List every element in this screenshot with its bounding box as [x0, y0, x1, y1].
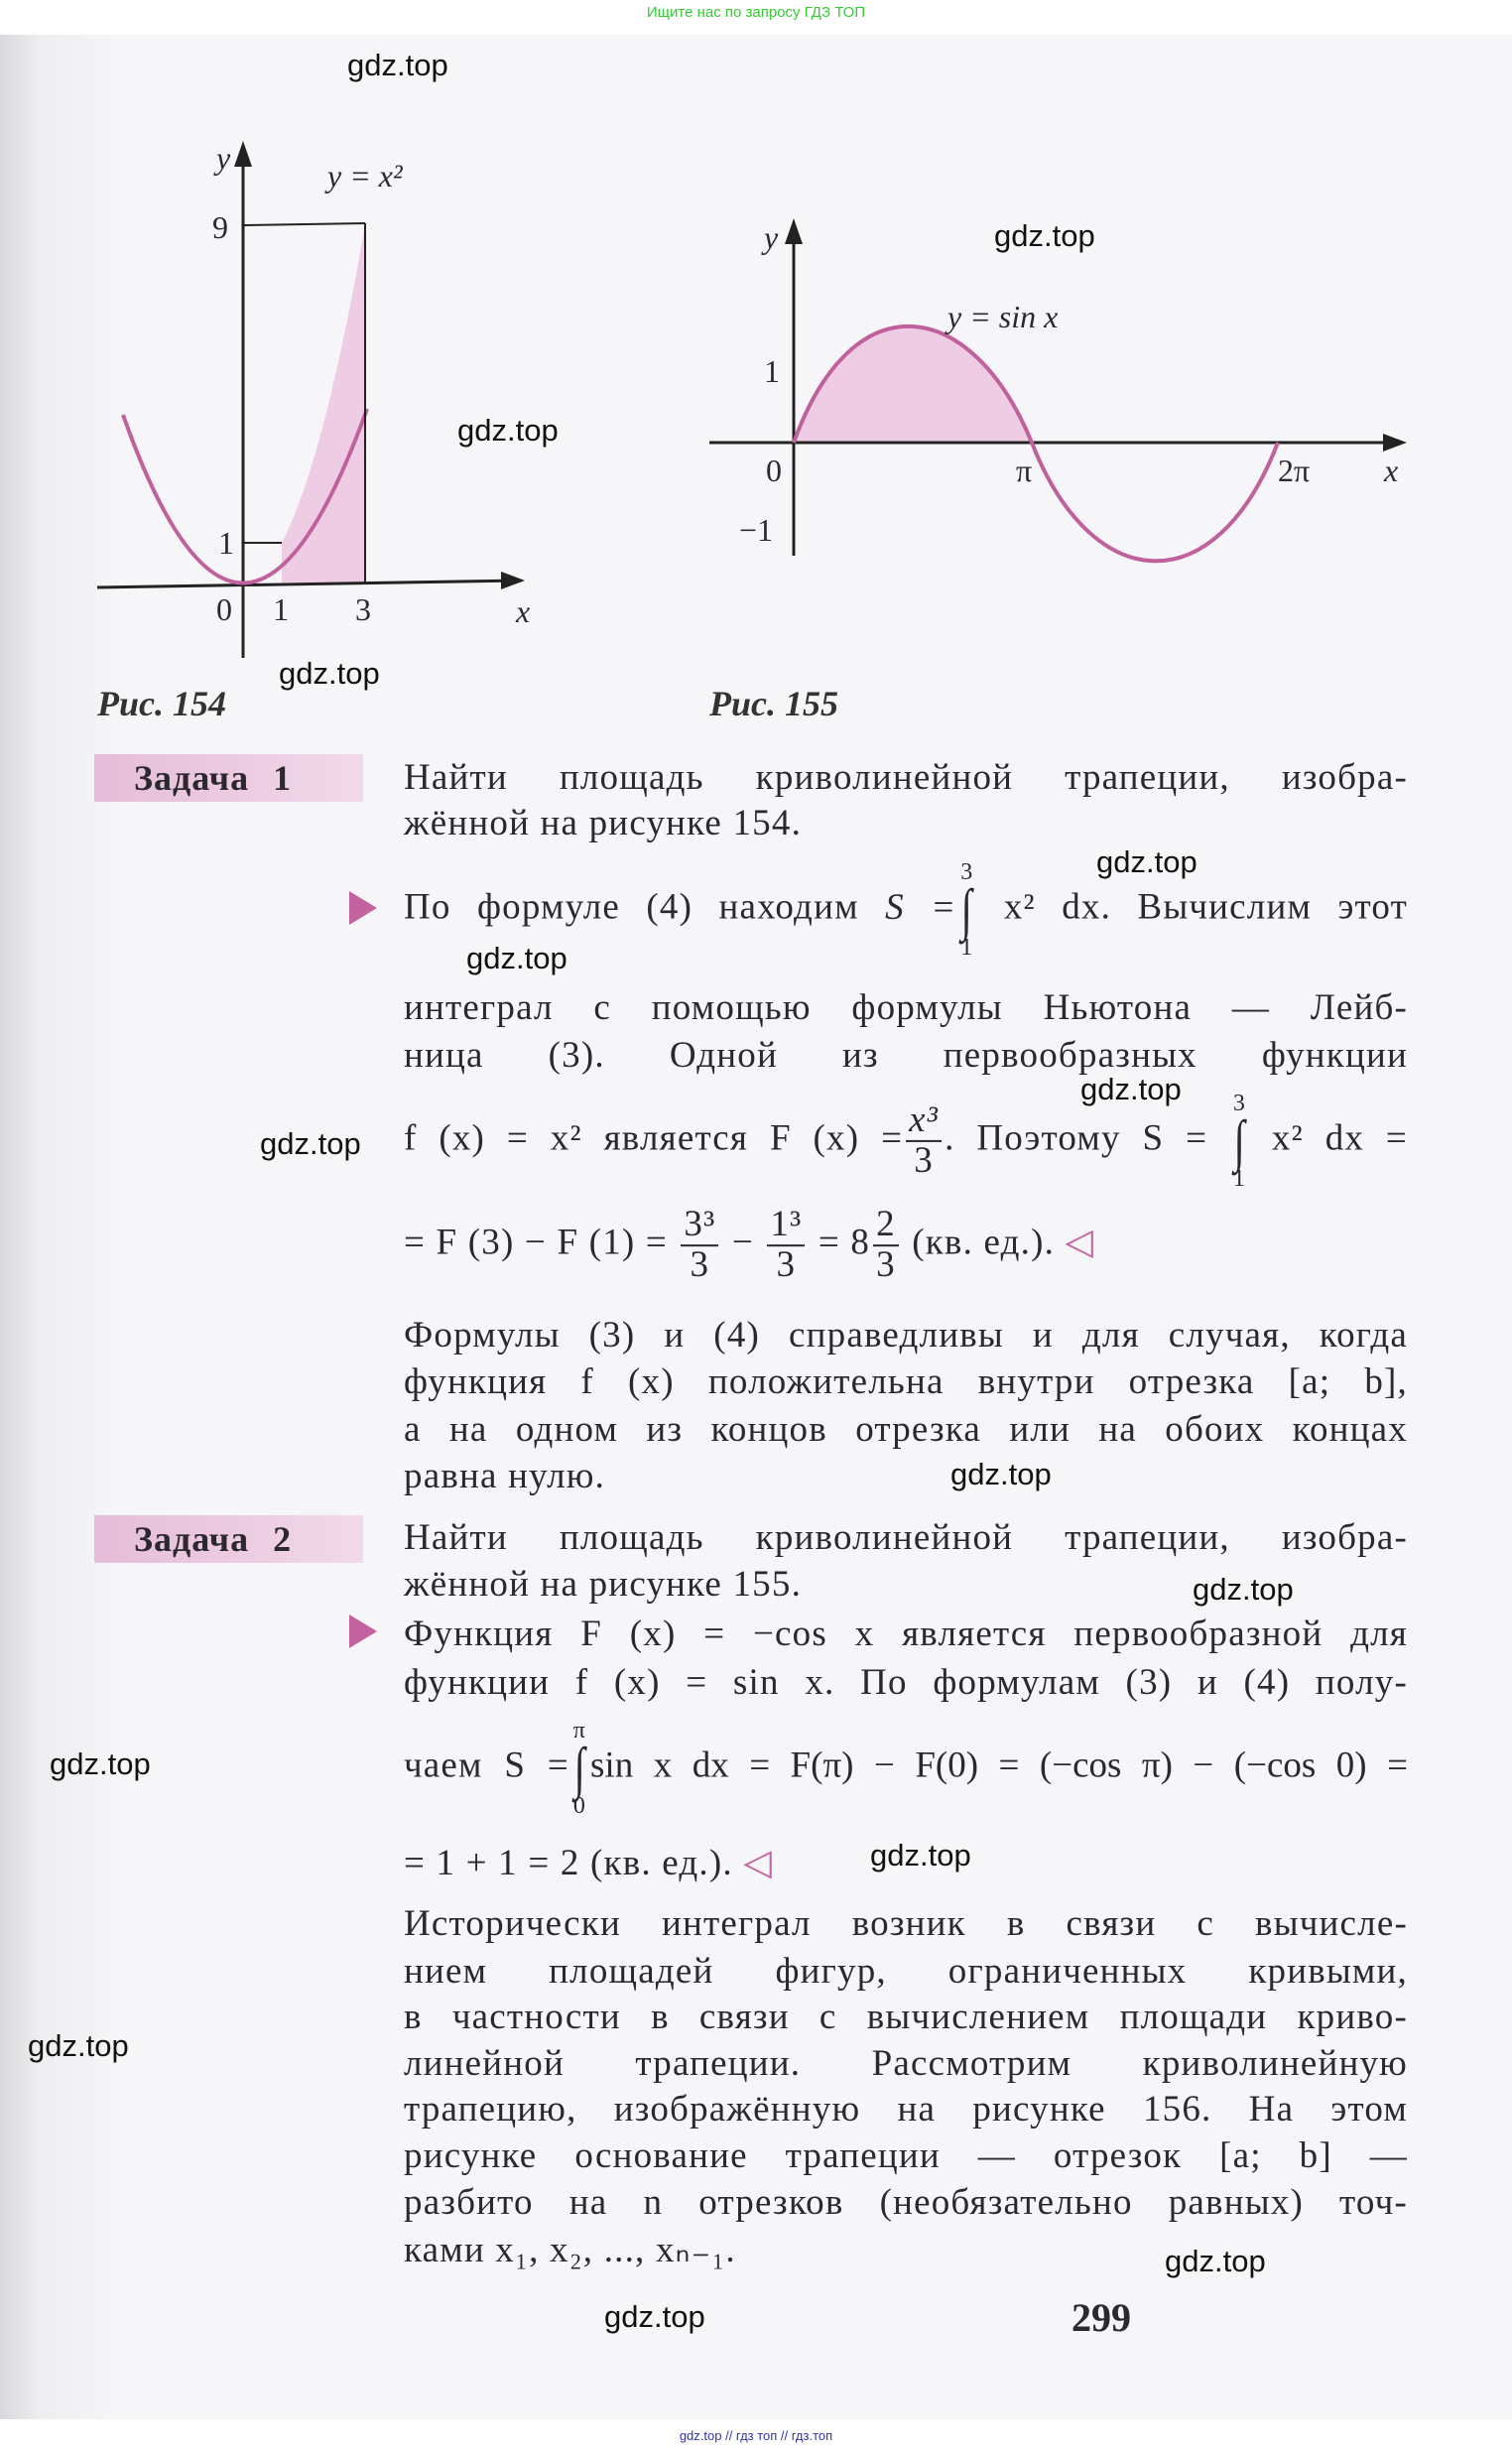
task-2-label: Задача 2	[94, 1515, 363, 1563]
solution-end-icon: ◁	[1065, 1222, 1095, 1263]
page-number: 299	[1071, 2295, 1131, 2340]
integral	[1231, 1092, 1248, 1191]
watermark: gdz.top	[28, 2028, 129, 2063]
watermark: gdz.top	[604, 2299, 705, 2334]
text-line: жённой на рисунке 154.	[404, 802, 803, 843]
text-segment: x² dx. Вычислим этот	[1003, 886, 1409, 928]
math-text: S =	[885, 886, 957, 928]
watermark: gdz.top	[466, 941, 567, 975]
text-segment: sin x dx = F(π) − F(0) = (−cos π) − (−cos 0) =	[590, 1744, 1408, 1786]
integral	[571, 1719, 588, 1818]
watermark: gdz.top	[279, 656, 380, 691]
text-segment: = F (3) − F (1) =	[404, 1222, 668, 1263]
text-line: интеграл с помощью формулы Ньютона — Лейб-	[404, 986, 1408, 1028]
text-line: а на одном из концов отрезка или на обоих концах	[404, 1408, 1408, 1450]
tick-x-1: 1	[273, 591, 289, 627]
fraction	[681, 1206, 718, 1285]
watermark: gdz.top	[1165, 2244, 1266, 2278]
text-line-formula	[404, 1206, 1408, 1285]
text-line: линейной трапеции. Рассмотрим криволинейную	[404, 2042, 1408, 2084]
curve-label: y = sin x	[947, 299, 1059, 334]
fraction	[906, 1101, 942, 1181]
watermark: gdz.top	[994, 218, 1095, 253]
numerator: 1³	[767, 1206, 805, 1246]
tick-x-0: 0	[766, 452, 782, 488]
x-axis-label: x	[516, 593, 531, 629]
solution-start-icon	[349, 1614, 377, 1648]
solution-end-icon: ◁	[743, 1842, 773, 1883]
watermark: gdz.top	[950, 1457, 1052, 1491]
numerator: 3³	[681, 1206, 718, 1246]
tick-y-minus1: −1	[739, 512, 774, 548]
task-1-label: Задача 1	[94, 754, 363, 802]
integral	[958, 860, 975, 960]
integral-lower-limit: 1	[1232, 1166, 1247, 1193]
minus-sign: −	[731, 1222, 754, 1263]
watermark: gdz.top	[50, 1746, 151, 1781]
denominator: 3	[776, 1244, 797, 1285]
tick-x-pi: π	[1016, 452, 1033, 488]
integral-lower-limit: 0	[572, 1793, 587, 1820]
text-segment: . Поэтому S =	[945, 1117, 1208, 1159]
text-line: Найти площадь криволинейной трапеции, изобра-	[404, 1516, 1408, 1558]
integral-sign-icon: ∫	[1233, 1107, 1246, 1173]
text-line: Функция F (x) = −cos x является первообразной для	[404, 1613, 1408, 1654]
curve-label: y = x²	[327, 158, 403, 194]
integral-upper-limit: 3	[960, 858, 974, 885]
denominator: 3	[876, 1244, 896, 1285]
integral-upper-limit: 3	[1232, 1090, 1247, 1116]
text-line: жённой на рисунке 155.	[404, 1563, 803, 1605]
footer-links[interactable]: gdz.top // гдз топ // гдз.топ	[679, 2428, 833, 2443]
area-under-sine	[794, 326, 1032, 443]
figure-155-caption: Рис. 155	[709, 684, 838, 723]
tick-x-3: 3	[355, 591, 371, 627]
text-segment: = 1 + 1 = 2 (кв. ед.).	[404, 1842, 733, 1883]
tick-x-0: 0	[216, 591, 232, 627]
fraction	[873, 1206, 899, 1285]
text-segment: чаем S =	[404, 1744, 569, 1786]
watermark: gdz.top	[347, 48, 448, 82]
y-axis-arrow	[785, 218, 803, 244]
fraction	[767, 1206, 805, 1285]
text-line: ница (3). Одной из первообразных функции	[404, 1034, 1408, 1076]
text-line: равна нулю.	[404, 1455, 606, 1496]
tick-y-1: 1	[764, 353, 780, 389]
figure-155-sine	[0, 0, 1512, 754]
watermark: gdz.top	[1193, 1572, 1294, 1607]
text-line: функции f (x) = sin x. По формулам (3) и (4) полу-	[404, 1661, 1408, 1703]
tick-x-2pi: 2π	[1278, 452, 1311, 488]
x-axis-arrow	[1383, 434, 1407, 452]
text-line-formula	[404, 1719, 1408, 1818]
text-line: в частности в связи с вычислением площади криво-	[404, 1996, 1408, 2037]
equation-segment	[885, 858, 977, 962]
denominator: 3	[690, 1244, 710, 1285]
watermark: gdz.top	[870, 1838, 971, 1873]
integral-sign-icon: ∫	[960, 876, 973, 942]
figure-154-caption: Рис. 154	[97, 684, 226, 723]
text-line-formula	[404, 1092, 1408, 1191]
text-line: нием площадей фигур, ограниченных кривыми,	[404, 1950, 1408, 1992]
numerator: x³	[906, 1101, 942, 1142]
watermark: gdz.top	[1080, 1072, 1182, 1106]
solution-start-icon	[349, 891, 377, 925]
x-axis-label: x	[1384, 452, 1399, 488]
text-line: Найти площадь криволинейной трапеции, изобра-	[404, 756, 1408, 798]
y-axis-label: y	[764, 219, 779, 255]
text-line: Формулы (3) и (4) справедливы и для случая, когда	[404, 1314, 1408, 1356]
integral-sign-icon: ∫	[573, 1735, 586, 1800]
y-axis-label: y	[216, 140, 231, 176]
integral-lower-limit: 1	[960, 935, 974, 962]
text-segment: По формуле (4) находим	[404, 886, 859, 928]
text-segment: x² dx =	[1271, 1117, 1408, 1159]
denominator: 3	[914, 1140, 934, 1181]
text-line: функция f (x) положительна внутри отрезка [a; b],	[404, 1360, 1408, 1402]
tick-y-1: 1	[218, 525, 234, 561]
text-line: трапецию, изображённую на рисунке 156. На этом	[404, 2088, 1408, 2130]
text-line: ками x₁, x₂, ..., xₙ₋₁.	[404, 2229, 736, 2270]
text-segment: f (x) = x² является F (x) =	[404, 1117, 904, 1159]
search-banner[interactable]: Ищите нас по запросу ГДЗ ТОП	[646, 4, 866, 21]
text-segment: = 8	[818, 1222, 871, 1263]
integral-upper-limit: π	[572, 1717, 587, 1744]
text-line: рисунке основание трапеции — отрезок [a; b] —	[404, 2134, 1408, 2176]
text-segment: (кв. ед.).	[912, 1222, 1056, 1263]
watermark: gdz.top	[1096, 844, 1197, 879]
text-line: разбито на n отрезков (необязательно равных) точ-	[404, 2181, 1408, 2223]
numerator: 2	[873, 1206, 899, 1246]
text-line: Исторически интеграл возник в связи с вычисле-	[404, 1902, 1408, 1944]
tick-y-9: 9	[212, 209, 228, 245]
watermark: gdz.top	[457, 413, 559, 448]
watermark: gdz.top	[260, 1126, 361, 1161]
